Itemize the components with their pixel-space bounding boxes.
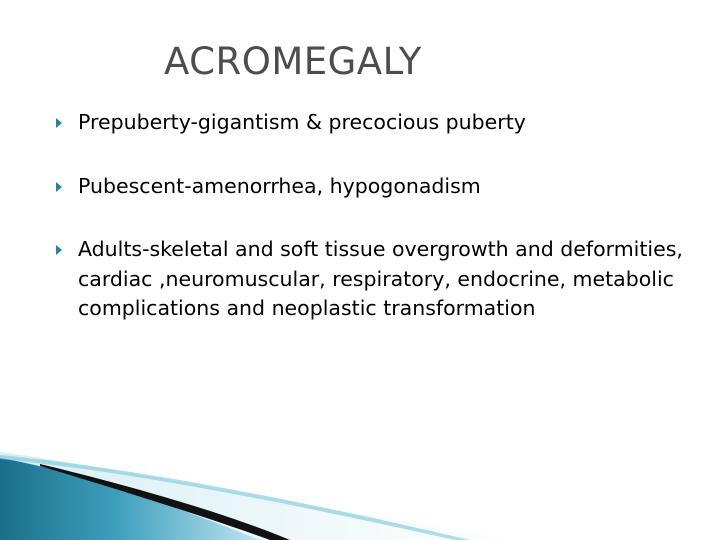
bullet-list <box>54 108 684 358</box>
bullet-text: Adults-skeletal and soft tissue overgrowth and deformities, cardiac ,neuromuscular, respiratory, endocrine, metabolic complications and neoplastic transformation <box>78 237 683 320</box>
bullet-item-adults <box>54 235 684 324</box>
bullet-item-pubescent <box>54 172 684 202</box>
triangle-right-icon <box>56 182 62 192</box>
bullet-text: Prepuberty-gigantism & precocious puberty <box>78 110 526 134</box>
bullet-text: Pubescent-amenorrhea, hypogonadism <box>78 173 481 198</box>
triangle-right-icon <box>56 118 62 128</box>
triangle-right-icon <box>56 245 62 255</box>
bullet-item-prepuberty <box>54 108 684 138</box>
slide-title: ACROMEGALY <box>164 40 422 83</box>
